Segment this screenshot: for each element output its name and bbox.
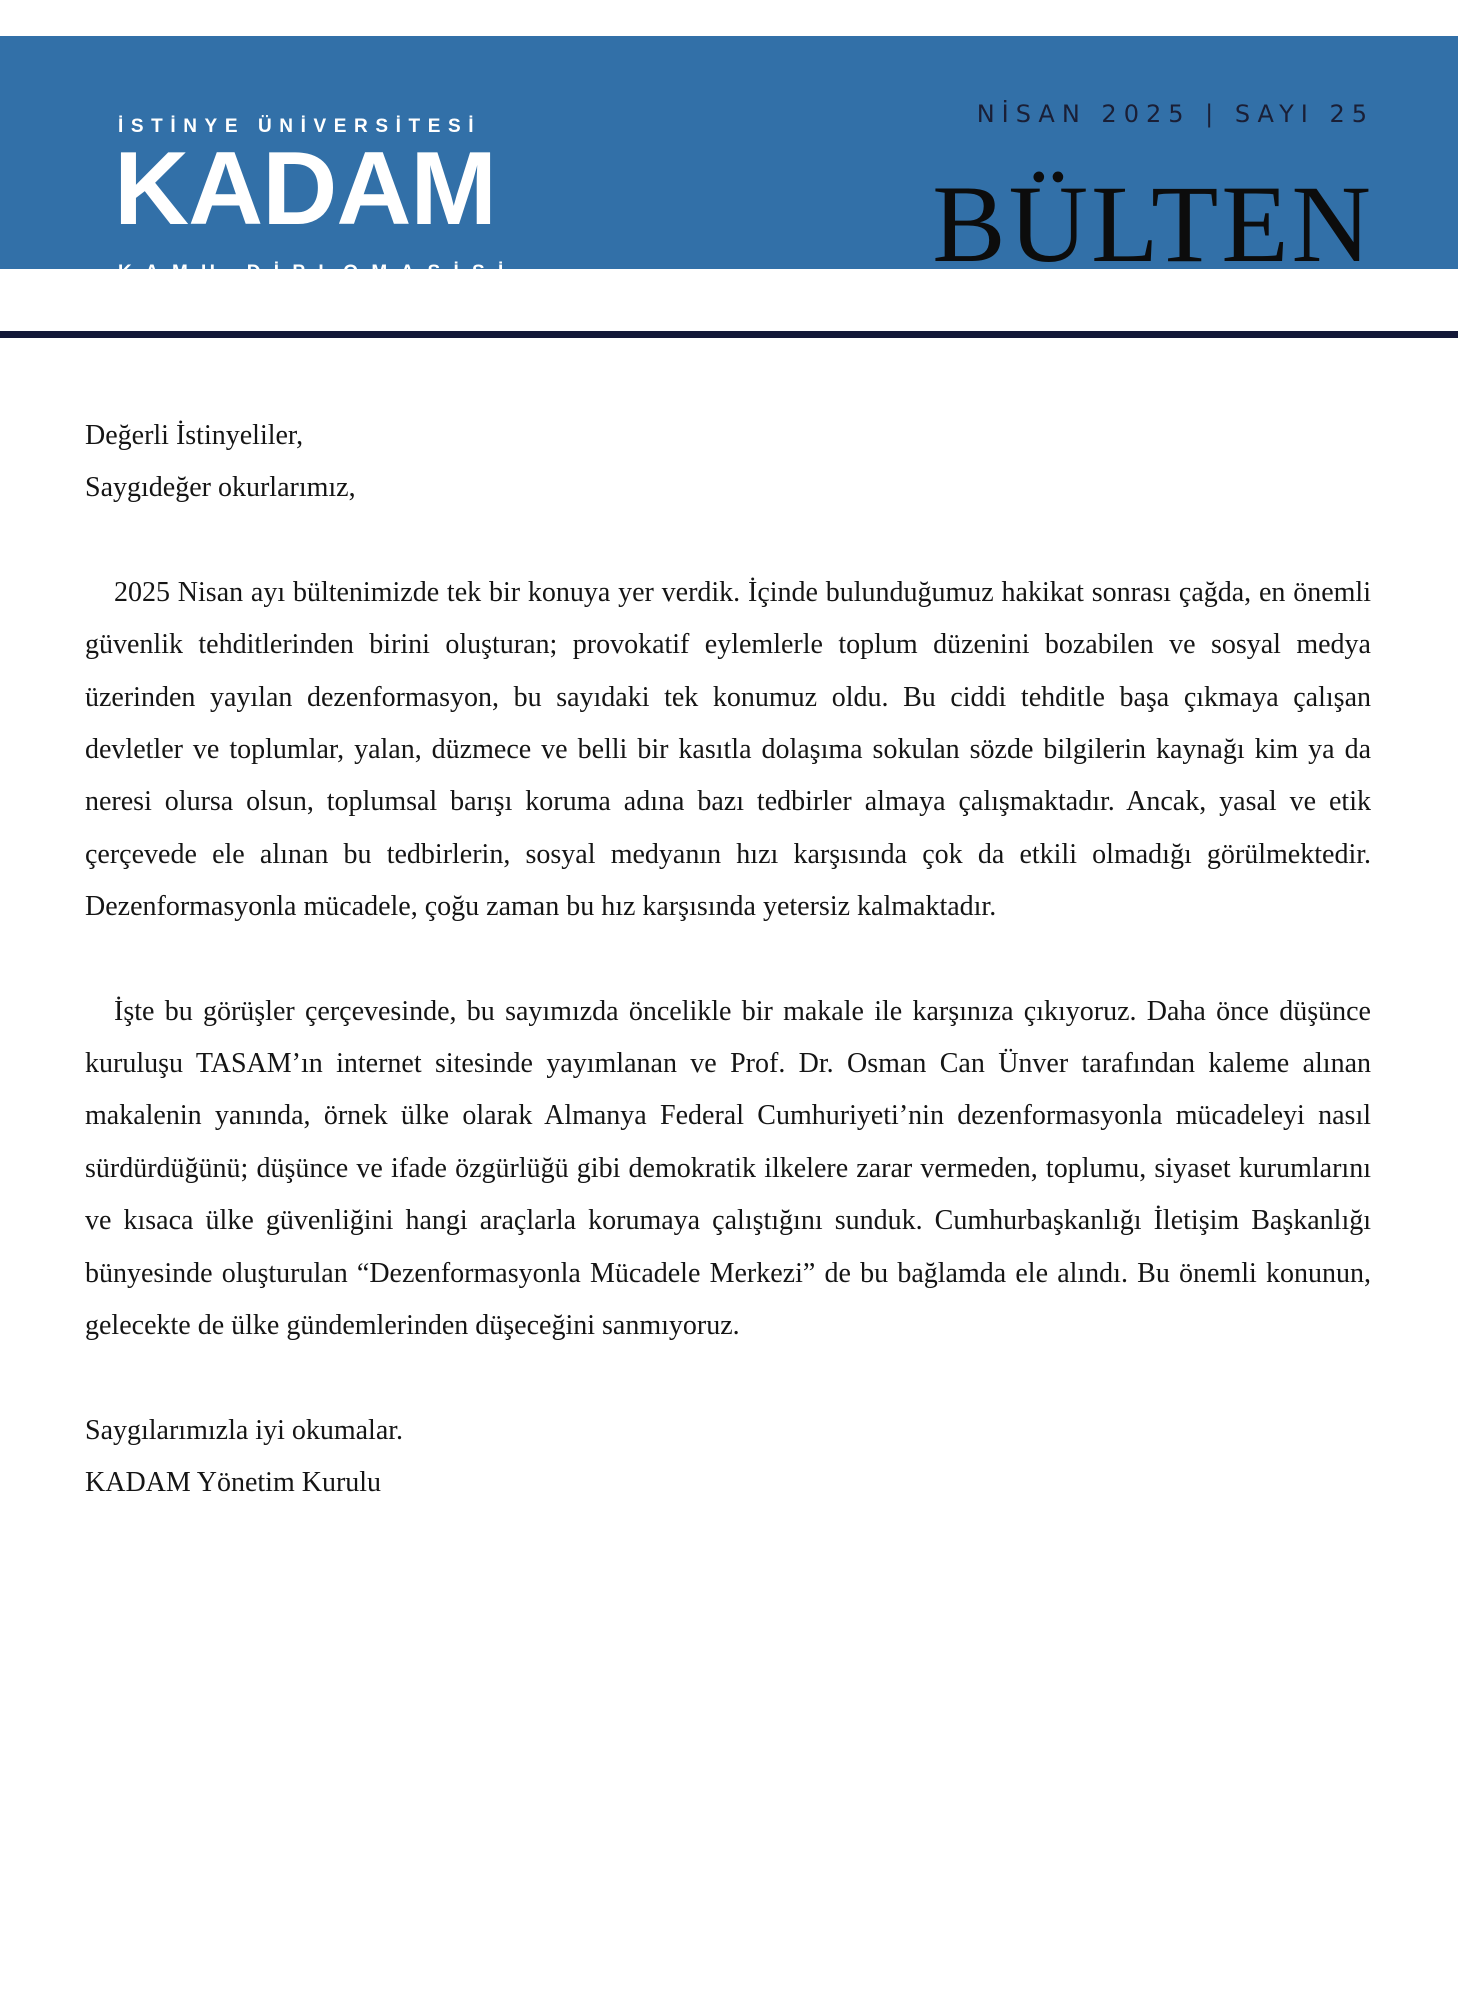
logo-university-name: İSTİNYE ÜNİVERSİTESİ — [118, 116, 482, 137]
paragraph-1: 2025 Nisan ayı bültenimizde tek bir konuya yer verdik. İçinde bulunduğumuz hakikat sonrası çağda, en önemli güvenlik tehditlerinden birini oluşturan; provokatif eylemlerle toplum düzenini bozabilen ve sosyal medya üzerinden yayılan dezenformasyon, bu sayıdaki tek konumuz oldu. Bu ciddi tehditle başa çıkmaya çalışan devletler ve toplumlar, yalan, düzmece ve belli bir kasıtla dolaşıma sokulan sözde bilgilerin kaynağı kim ya da neresi olursa olsun, toplumsal barışı koruma adına bazı tedbirler almaya çalışmaktadır. Ancak, yasal ve etik çerçevede ele alınan bu tedbirlerin, sosyal medyanın hızı karşısında çok da etkili olmadığı görülmektedir. Dezenformasyonla mücadele, çoğu zaman bu hız karşısında yetersiz kalmaktadır. — [85, 576, 1371, 923]
logo-wordmark: KADAM — [114, 131, 497, 247]
header-divider-rule — [0, 331, 1458, 338]
closing-line: Saygılarımızla iyi okumalar. — [85, 1414, 404, 1446]
spacer — [85, 515, 1371, 567]
greeting-line-2: Saygıdeğer okurlarımız, — [85, 472, 356, 504]
greeting-line-1: Değerli İstinyeliler, — [85, 420, 304, 451]
signature-line: KADAM Yönetim Kurulu — [85, 1466, 382, 1498]
spacer — [85, 934, 1371, 986]
paragraph-2: İşte bu görüşler çerçevesinde, bu sayımızda öncelikle bir makale ile karşınıza çıkıyoruz. Daha önce düşünce kuruluşu TASAM’ın internet sitesinde yayımlanan ve Prof. Dr. Osman Can Ünver tarafından kaleme alınan makalenin yanında, örnek ülke olarak Almanya Federal Cumhuriyeti’nin dezenformasyonla mücadeleyi nasıl sürdürdüğünü; düşünce ve ifade özgürlüğü gibi demokratik ilkelere zarar vermeden, toplumu, siyaset kurumlarını ve kısaca ülke güvenliğini hangi araçlarla korumaya çalıştığını sunduk. Cumhurbaşkanlığı İletişim Başkanlığı bünyesinde oluşturulan “Dezenformasyonla Mücadele Merkezi” de bu bağlamda ele alındı. Bu önemli konunun, gelecekte de ülke gündemlerinden düşeceğini sanmıyoruz. — [85, 995, 1371, 1342]
logo-subtitle-2: UYGULAMA VE ARAŞTIRMA MERKEZİ — [118, 287, 500, 310]
logo-subtitle-1: KAMU DİPLOMASİSİ — [118, 262, 517, 283]
issue-date-number: NİSAN 2025 | SAYI 25 — [976, 100, 1374, 128]
newsletter-title: BÜLTEN — [932, 163, 1374, 285]
spacer — [85, 1353, 1371, 1405]
kadam-logo — [114, 76, 530, 310]
letter-body — [85, 410, 1371, 1509]
header-band — [0, 36, 1458, 310]
